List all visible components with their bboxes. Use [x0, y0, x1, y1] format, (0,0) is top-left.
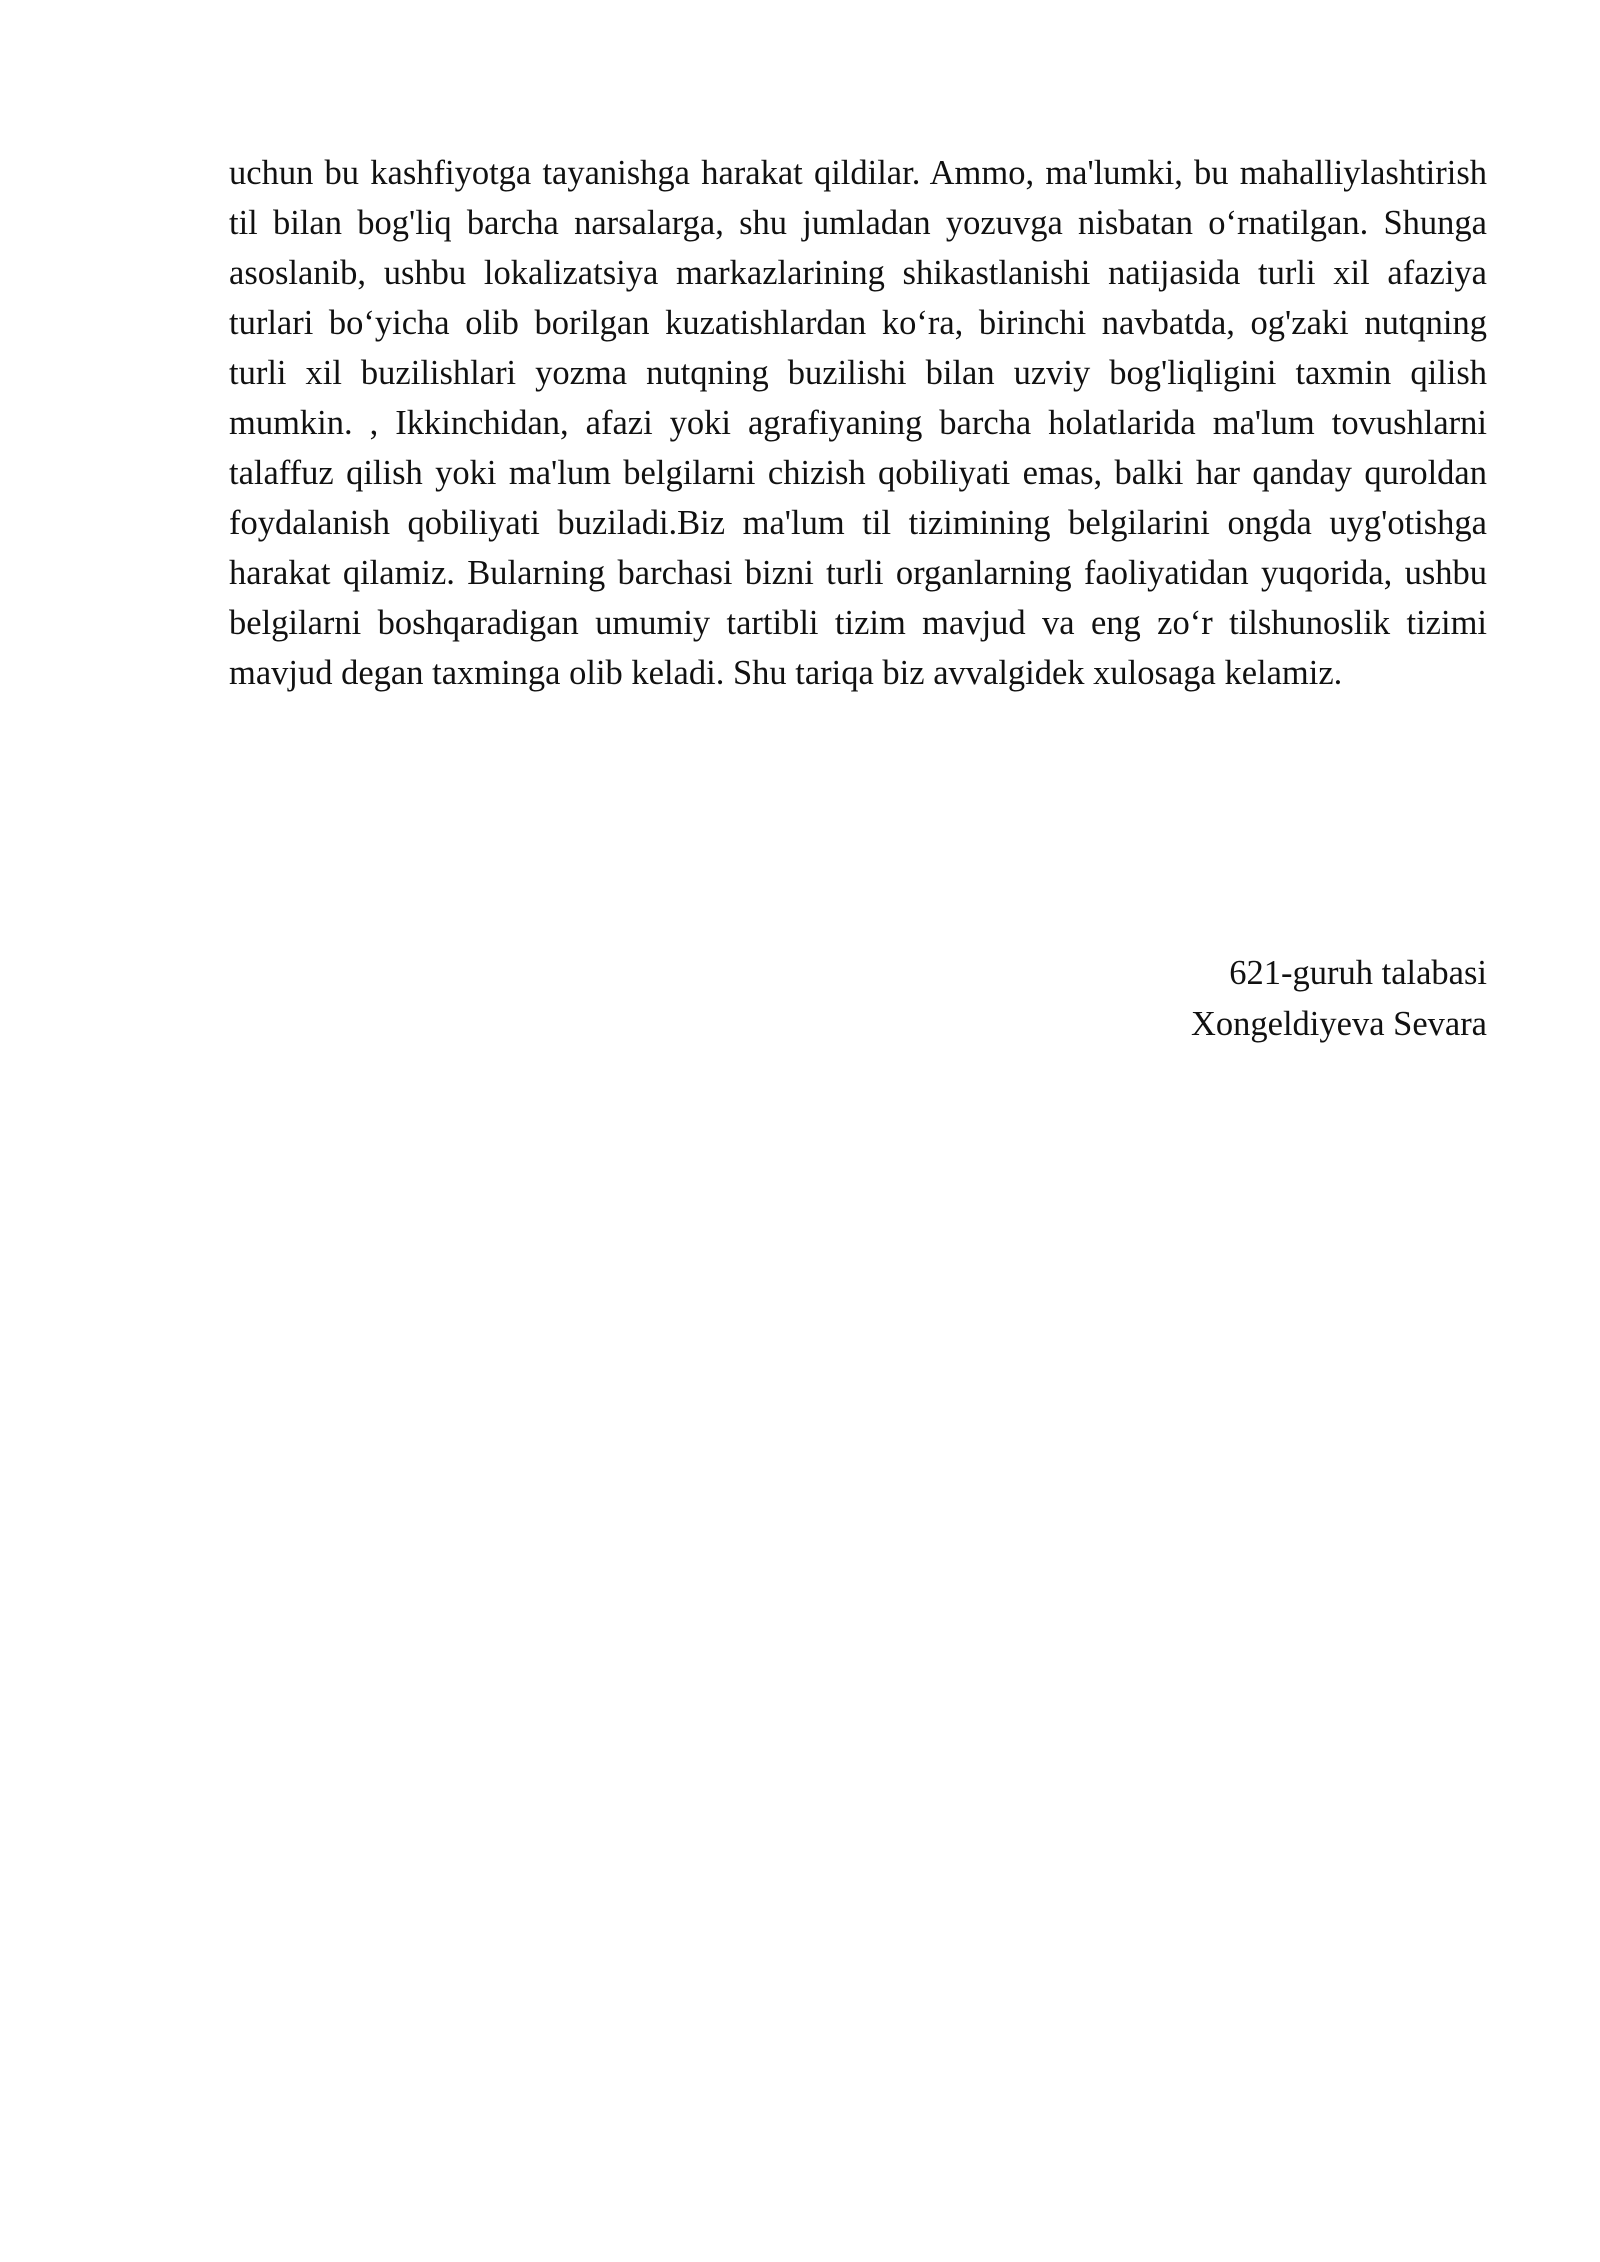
signature-block [887, 948, 1487, 1050]
signature-group-line: 621-guruh talabasi [1229, 954, 1487, 992]
body-paragraph: uchun bu kashfiyotga tayanishga harakat qildilar. Ammo, ma'lumki, bu mahalliylashtirish til bilan bog'liq barcha narsalarga, shu jumladan yozuvga nisbatan oʻrnatilgan. Shunga asoslanib, ushbu lokalizatsiya markazlarining shikastlanishi natijasida turli xil afaziya turlari boʻyicha olib borilgan kuzatishlardan koʻra, birinchi navbatda, og'zaki nutqning turli xil buzilishlari yozma nutqning buzilishi bilan uzviy bog'liqligini taxmin qilish mumkin. , Ikkinchidan, afazi yoki agrafiyaning barcha holatlarida ma'lum tovushlarni talaffuz qilish yoki ma'lum belgilarni chizish qobiliyati emas, balki har qanday quroldan foydalanish qobiliyati buziladi.Biz ma'lum til tizimining belgilarini ongda uyg'otishga harakat qilamiz. Bularning barchasi bizni turli organlarning faoliyatidan yuqorida, ushbu belgilarni boshqaradigan umumiy tartibli tizim mavjud va eng zoʻr tilshunoslik tizimi mavjud degan taxminga olib keladi. Shu tariqa biz avvalgidek xulosaga kelamiz. [229, 154, 1487, 692]
signature-name-line: Xongeldiyeva Sevara [1190, 1005, 1487, 1043]
